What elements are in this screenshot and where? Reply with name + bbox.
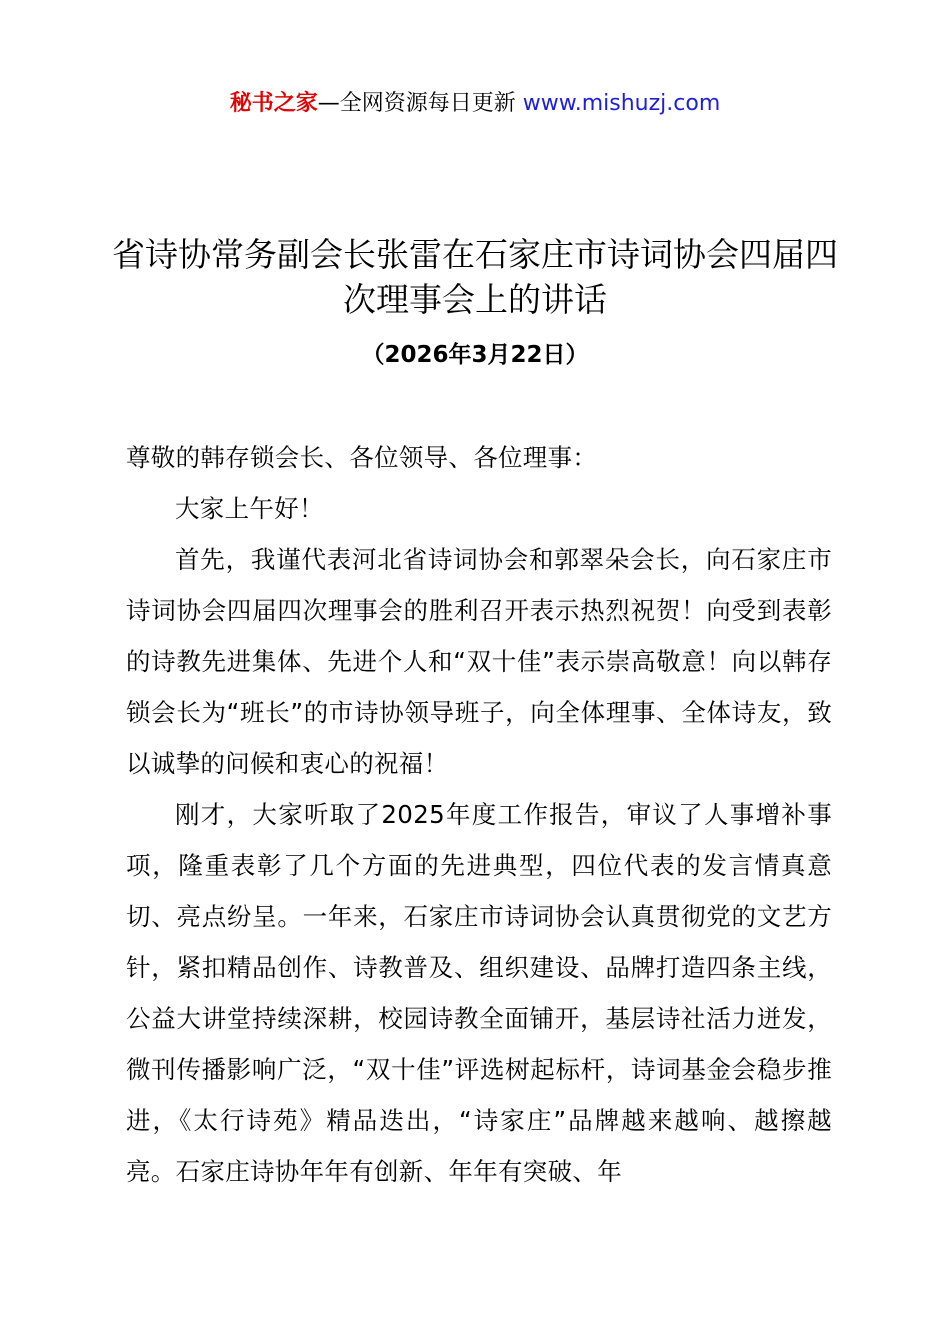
document-date: （2026年3月22日）: [361, 342, 589, 368]
page-header: [0, 88, 950, 120]
paragraph-congratulations: 首先，我谨代表河北省诗词协会和郭翠朵会长，向石家庄市诗词协会四届四次理事会的胜利召开表示热烈祝贺！向受到表彰的诗教先进集体、先进个人和“双十佳”表示崇高敬意！向以韩存锁会长为“班长”的市诗协领导班子，向全体理事、全体诗友，致以诚挚的问候和衷心的祝福！: [126, 545, 832, 778]
site-name: 秘书之家: [229, 91, 318, 116]
salutation: 尊敬的韩存锁会长、各位领导、各位理事：: [126, 443, 598, 472]
document-body: [126, 432, 832, 1197]
header-tagline: —全网资源每日更新: [317, 91, 523, 116]
document-title: 省诗协常务副会长张雷在石家庄市诗词协会四届四次理事会上的讲话: [112, 235, 838, 319]
site-url-link[interactable]: www.mishuzj.com: [522, 91, 721, 116]
paragraph-review: 刚才，大家听取了2025年度工作报告，审议了人事增补事项，隆重表彰了几个方面的先进典型，四位代表的发言情真意切、亮点纷呈。一年来，石家庄市诗词协会认真贯彻党的文艺方针，紧扣精品创作、诗教普及、组织建设、品牌打造四条主线，公益大讲堂持续深耕，校园诗教全面铺开，基层诗社活力迸发，微刊传播影响广泛，“双十佳”评选树起标杆，诗词基金会稳步推进，《太行诗苑》精品迭出，“诗家庄”品牌越来越响、越擦越亮。石家庄诗协年年有创新、年年有突破、年: [126, 800, 832, 1186]
paragraph-greeting: 大家上午好！: [175, 494, 324, 523]
